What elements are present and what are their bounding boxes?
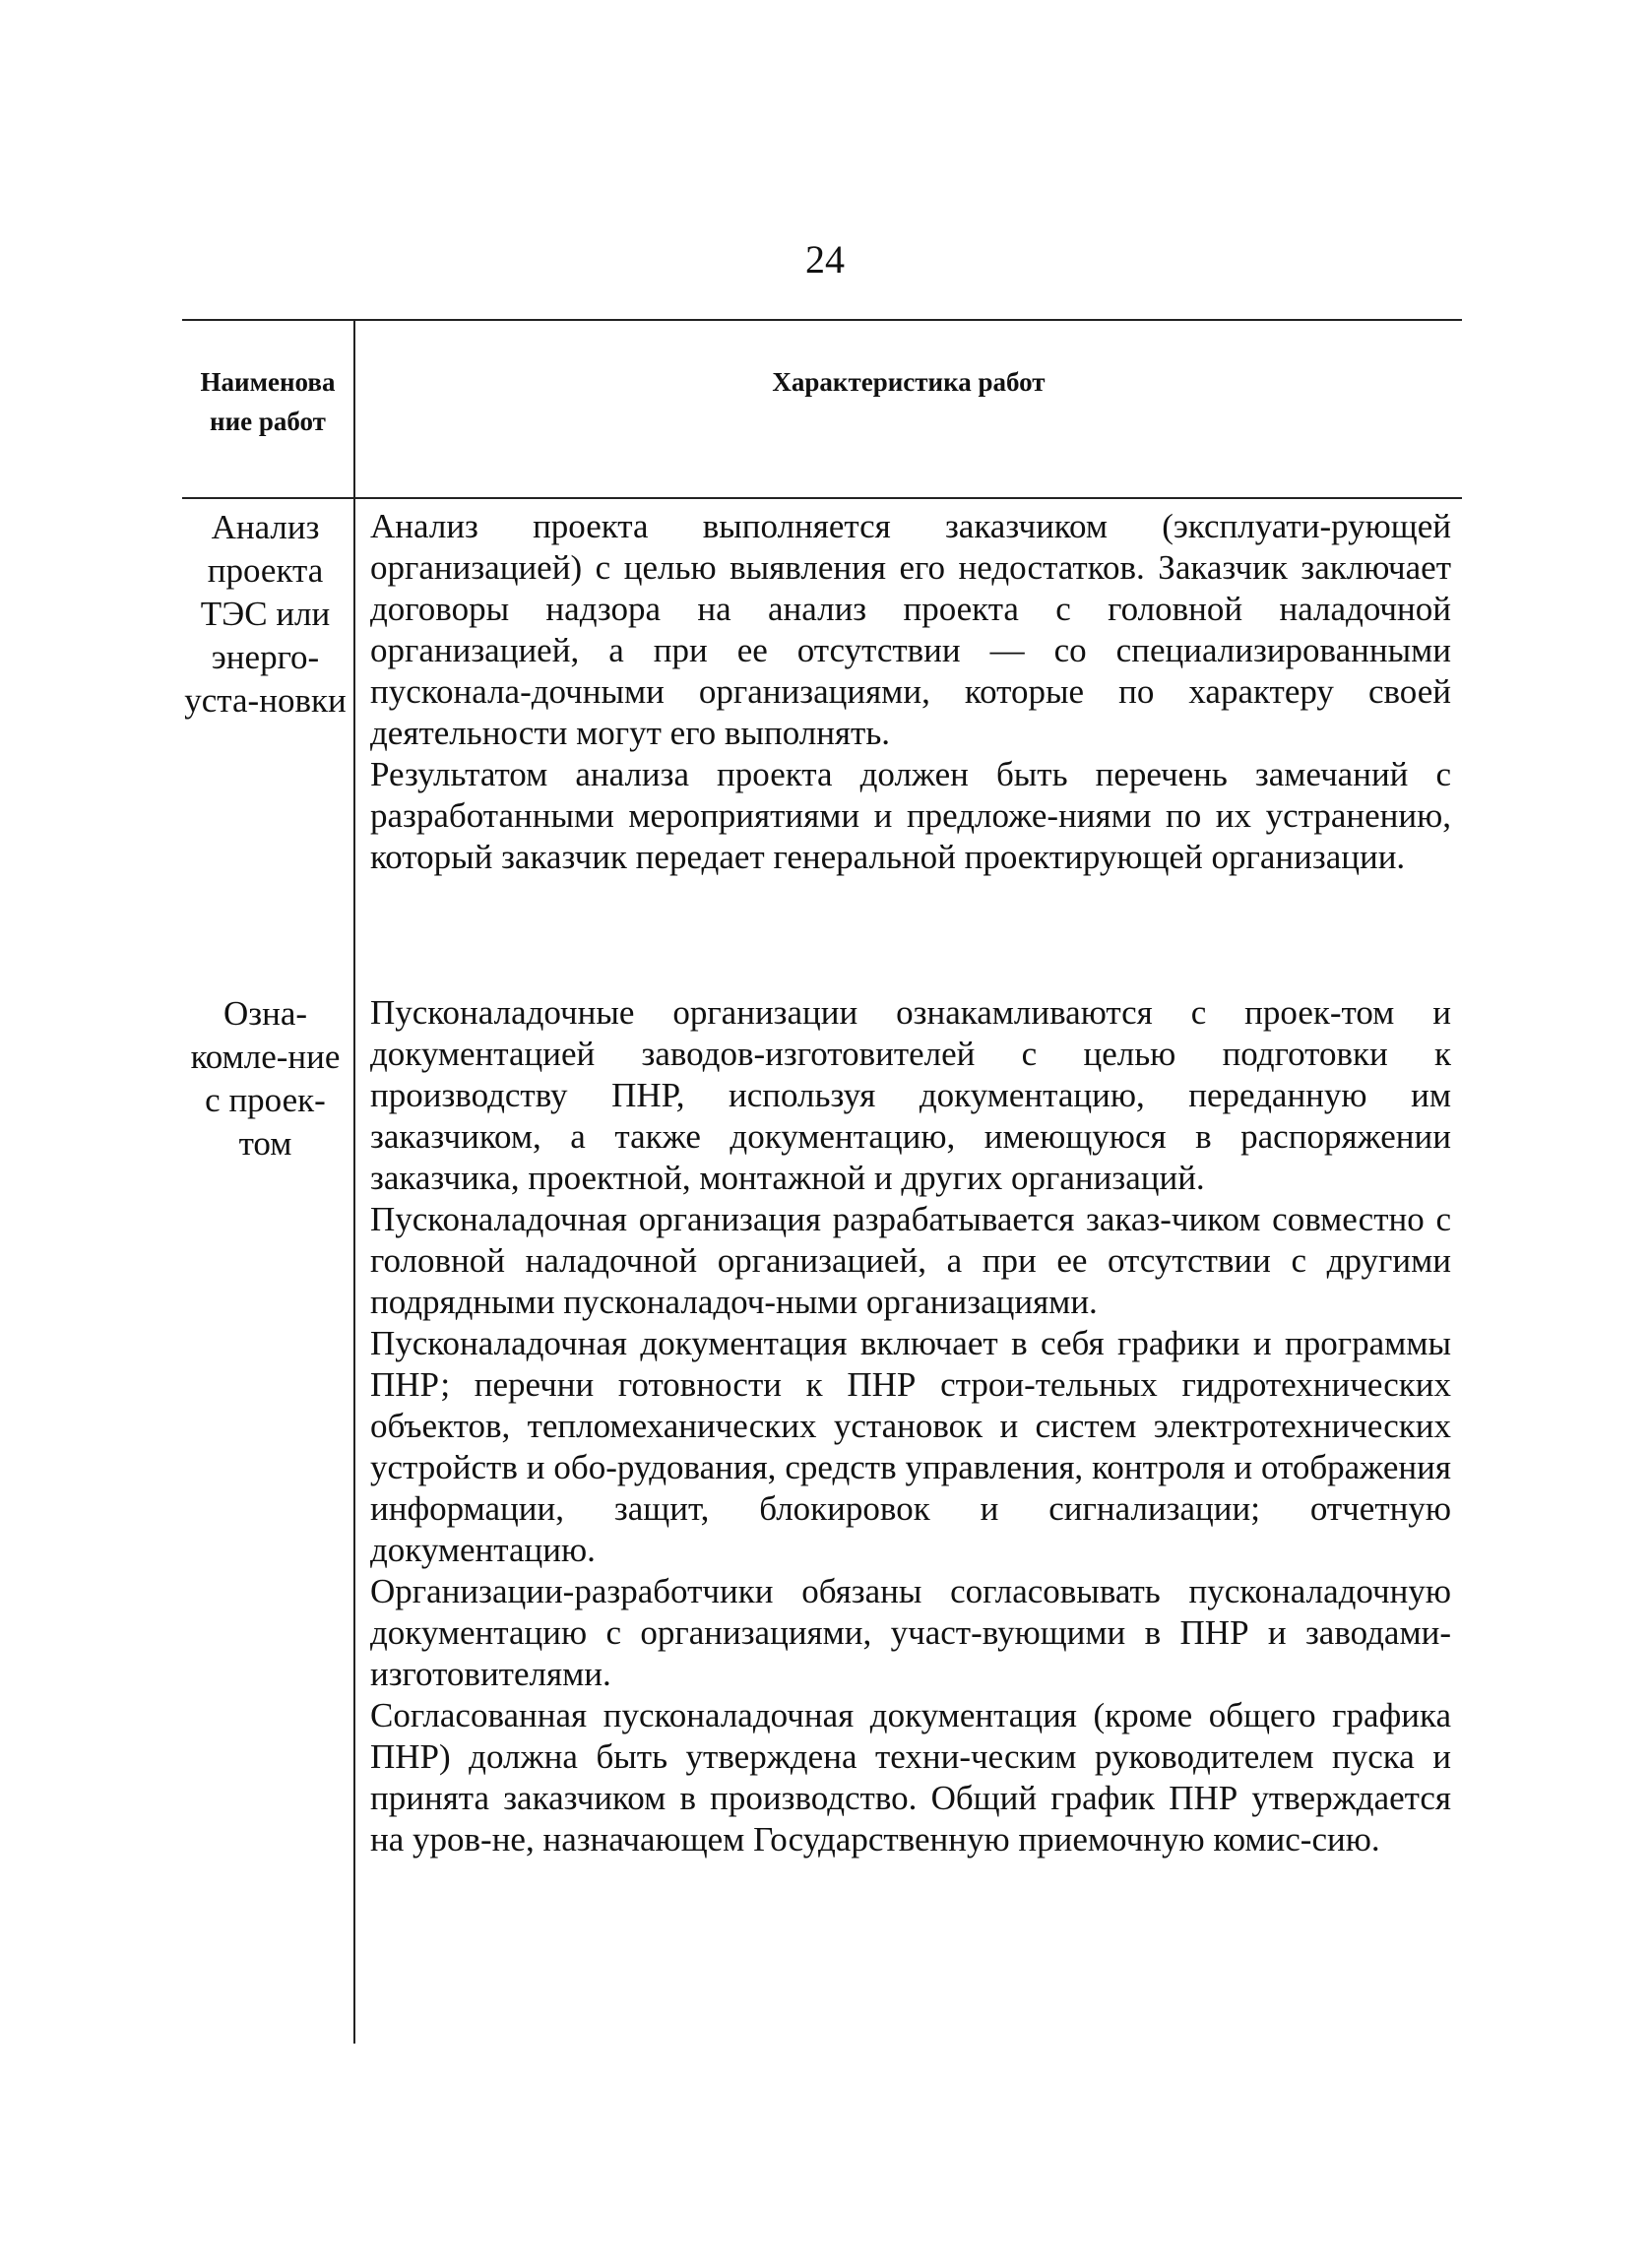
row-2-paragraph: Пусконаладочные организации ознакамливаются с проек-том и документацией заводов-изготовителей с целью подготовки к производству ПНР, используя документацию, переданную им заказчиком, а также документацию, имеющуюся в распоряжении заказчика, проектной, монтажной и других организаций. [370, 993, 1451, 1197]
row-1-description [370, 506, 1451, 878]
row-2-paragraph: Пусконаладочная организация разрабатывается заказ-чиком совместно с головной наладочной организацией, а при ее отсутствии с другими подрядными пусконаладоч-ными организациями. [370, 1200, 1451, 1321]
column-header-name: Наименова ние работ [200, 367, 336, 436]
row-2-paragraph: Согласованная пусконаладочная документация (кроме общего графика ПНР) должна быть утверждена техни-ческим руководителем пуска и принята заказчиком в производство. Общий график ПНР утверждается на уров-не, назначающем Государственную приемочную комис-сию. [370, 1696, 1451, 1858]
page-number: 24 [805, 237, 845, 282]
row-1-name: Анализ проекта ТЭС или энерго-уста-новки [184, 508, 347, 720]
row-2-description [370, 992, 1451, 1860]
column-divider [353, 319, 355, 2044]
row-1-paragraph: Анализ проекта выполняется заказчиком (эксплуати-рующей организацией) с целью выявления его недостатков. Заказчик заключает договоры надзора на анализ проекта с головной наладочной организацией, а при ее отсутствии — со специализированными пусконала-дочными организациями, которые по характеру своей деятельности могут его выполнять. [370, 507, 1451, 752]
row-2-paragraph: Организации-разработчики обязаны согласовывать пусконаладочную документацию с организациями, участ-вующими в ПНР и заводами-изготовителями. [370, 1572, 1451, 1693]
table-top-rule [182, 319, 1462, 321]
row-2-name: Озна-комле-ние с проек-том [190, 994, 341, 1163]
row-1-paragraph: Результатом анализа проекта должен быть перечень замечаний с разработанными мероприятиями и предложе-ниями по их устранению, который заказчик передает генеральной проектирующей организации. [370, 755, 1451, 876]
header-bottom-rule [182, 497, 1462, 499]
row-2-paragraph: Пусконаладочная документация включает в себя графики и программы ПНР; перечни готовности к ПНР строи-тельных гидротехнических объектов, тепломеханических установок и систем электротехнических устройств и обо-рудования, средств управления, контроля и отображения информации, защит, блокировок и сигнализации; отчетную документацию. [370, 1324, 1451, 1569]
column-header-description: Характеристика работ [772, 367, 1046, 397]
